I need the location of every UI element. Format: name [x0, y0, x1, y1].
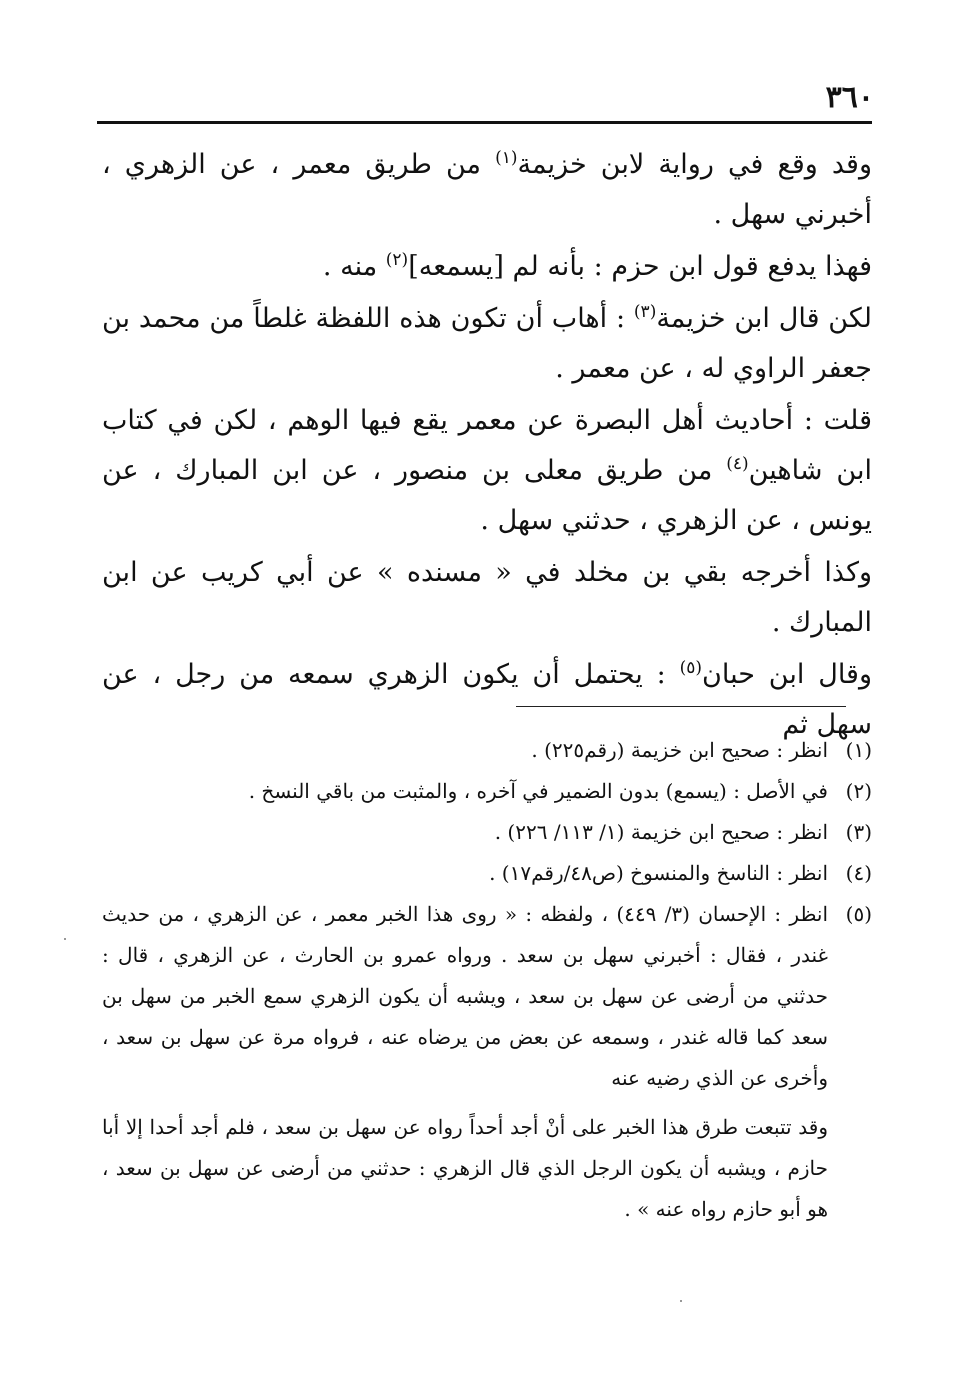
- footnote-1: [102, 730, 872, 771]
- footnote-reference: (٥): [679, 658, 703, 678]
- footnote-2: [102, 771, 872, 812]
- scan-speck: [64, 938, 66, 940]
- footnote-5: [102, 894, 872, 1230]
- text-segment: من طريق معلى بن منصور ، عن ابن المبارك ، عن يونس ، عن الزهري ، حدثني سهل .: [102, 455, 872, 536]
- footnote-text: [102, 771, 828, 812]
- text-segment: : يحتمل أن يكون الزهري سمعه من رجل ، عن سهل ثم: [102, 659, 872, 740]
- footnote-reference: (١): [495, 148, 518, 168]
- scan-speck: [680, 1300, 682, 1302]
- paragraph-1: [102, 140, 872, 240]
- footnote-text: [102, 812, 828, 853]
- footnote-paragraph: وقد تتبعت طرق هذا الخبر على أنْ أجد أحداً رواه عن سهل بن سعد ، فلم أجد أحدا إلا أبا حازم ، ويشبه أن يكون الرجل الذي قال الزهري : حدثني من أرضى عن سهل بن سعد ، هو أبو حازم رواه عنه » .: [102, 1115, 828, 1221]
- footnote-paragraph: انظر : الإحسان (٣/ ٤٤٩) ، ولفظه : « روى هذا الخبر معمر ، عن الزهري ، من حديث غندر ، فقال : أخبرني سهل بن سعد . ورواه عمرو بن الحارث ، عن الزهري ، قال : حدثني من أرضى عن سهل بن سعد ، ويشبه أن يكون الزهري سمع الخبر من سهل بن سعد كما قاله غندر ، وسمعه عن بعض من يرضاه عنه ، فرواه مرة عن سهل بن سعد ، وأخرى عن الذي رضيه عنه: [102, 902, 828, 1090]
- footnote-paragraph: انظر : الناسخ والمنسوخ (ص٤٨/رقم١٧) .: [489, 861, 828, 885]
- footnote-separator: [516, 706, 846, 707]
- text-segment: وقد وقع في رواية لابن خزيمة: [517, 149, 873, 180]
- text-segment: وكذا أخرجه بقي بن مخلد في « مسنده » عن أبي كريب عن ابن المبارك .: [102, 557, 872, 638]
- text-segment: : أهاب أن تكون هذه اللفظة غلطاً من محمد بن جعفر الراوي له ، عن معمر .: [102, 303, 872, 384]
- paragraph-4: [102, 396, 872, 546]
- footnote-reference: (٣): [633, 302, 657, 322]
- text-segment: منه .: [322, 251, 386, 282]
- page-number: ٣٦٠: [825, 80, 874, 115]
- footnote-3: [102, 812, 872, 853]
- footnote-reference: (٢): [385, 250, 409, 270]
- text-segment: فهذا يدفع قول ابن حزم : بأنه لم [يسمعه]: [408, 251, 872, 282]
- footnote-4: [102, 853, 872, 894]
- paragraph-2: [102, 242, 872, 292]
- header-rule: [97, 121, 872, 124]
- footnote-paragraph: انظر : صحيح ابن خزيمة (١/ ١١٣/ ٢٢٦) .: [494, 820, 828, 844]
- footnote-text: [102, 853, 828, 894]
- footnotes: [102, 730, 872, 1230]
- footnote-number: (٣): [845, 820, 872, 844]
- footnote-number: (١): [845, 738, 872, 762]
- footnote-reference: (٤): [726, 454, 749, 474]
- text-segment: من طريق معمر ، عن الزهري ، أخبرني سهل .: [102, 149, 872, 230]
- text-segment: قلت : أحاديث أهل البصرة عن معمر يقع فيها الوهم ، لكن في كتاب ابن شاهين: [102, 405, 872, 486]
- footnote-text: [102, 730, 828, 771]
- paragraph-5: [102, 548, 872, 648]
- footnote-number: (٢): [845, 779, 872, 803]
- main-text: [102, 140, 872, 752]
- footnote-number: (٥): [845, 902, 872, 926]
- footnote-paragraph: في الأصل : (يسمع) بدون الضمير في آخره ، والمثبت من باقي النسخ .: [248, 779, 828, 803]
- paragraph-3: [102, 294, 872, 394]
- text-segment: وقال ابن حبان: [702, 659, 872, 690]
- footnote-number: (٤): [845, 861, 872, 885]
- text-segment: لكن قال ابن خزيمة: [656, 303, 872, 334]
- footnote-paragraph: انظر : صحيح ابن خزيمة (رقم٢٢٥) .: [531, 738, 828, 762]
- footnote-text: [102, 894, 828, 1230]
